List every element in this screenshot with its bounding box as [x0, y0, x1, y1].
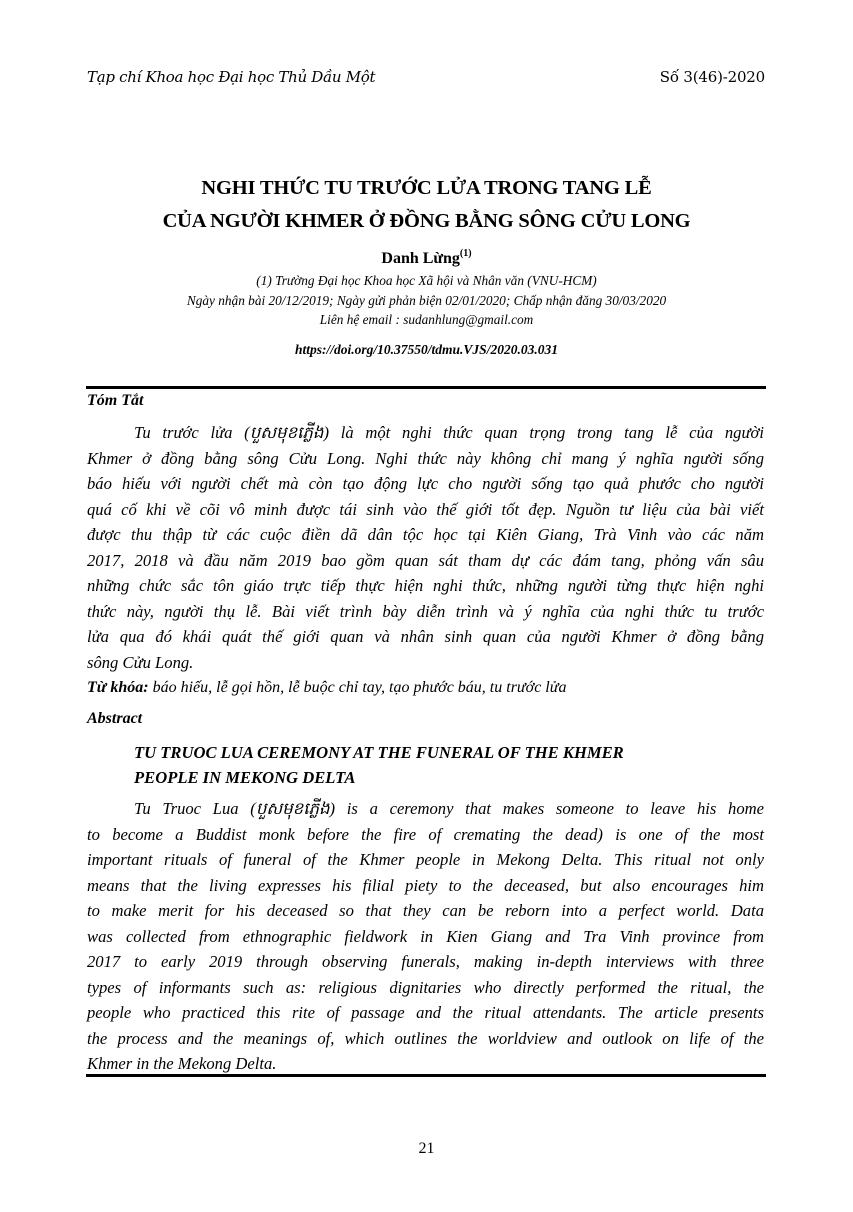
- author-affiliation-mark: (1): [459, 248, 472, 259]
- summary-line: Tu trước lửa (បួសមុខភ្លើង) là một nghi thức quan trọng trong tang lễ của người: [134, 423, 764, 442]
- bottom-divider: [86, 1074, 766, 1077]
- summary-line: những chức sắc tôn giáo trực tiếp thực hiện nghi thức, những người từng thực hiện nghi: [87, 576, 764, 595]
- page-number: 21: [418, 1140, 435, 1157]
- top-divider: [86, 386, 766, 389]
- english-title-line-1: TU TRUOC LUA CEREMONY AT THE FUNERAL OF THE KHMER: [134, 743, 624, 762]
- abstract-line: types of informants such as: religious dignitaries who directly performed the ritual, the: [87, 977, 764, 997]
- summary-heading: Tóm Tắt: [87, 392, 144, 409]
- abstract-line: to make merit for his deceased so that they can be reborn into a perfect world. Data: [87, 901, 764, 920]
- summary-line: thức này, người thụ lễ. Bài viết trình bày diễn trình và ý nghĩa của nghi thức tu trước: [87, 601, 764, 621]
- author-name: Danh Lừng: [381, 250, 460, 267]
- running-head-issue: Số 3(46)-2020: [659, 68, 765, 86]
- keywords-label: Từ khóa: [87, 679, 144, 696]
- keywords: [87, 679, 566, 697]
- summary-line: sông Cửu Long.: [87, 652, 194, 672]
- article-title-line-2: CỦA NGƯỜI KHMER Ở ĐỒNG BẰNG SÔNG CỬU LONG: [162, 210, 691, 232]
- summary-line: 2017, 2018 và đầu năm 2019 bao gồm quan sát tham dự các đám tang, phỏng vấn sâu: [87, 550, 764, 570]
- article-title: [0, 172, 853, 238]
- article-title-line-1: NGHI THỨC TU TRƯỚC LỬA TRONG TANG LỄ: [201, 177, 652, 199]
- keywords-separator: :: [143, 679, 153, 696]
- abstract-heading: Abstract: [87, 710, 143, 727]
- running-head-journal: Tạp chí Khoa học Đại học Thủ Dầu Một: [87, 68, 376, 86]
- affiliation: (1) Trường Đại học Khoa học Xã hội và Nhân văn (VNU-HCM): [256, 273, 597, 288]
- abstract-line: was collected from ethnographic fieldwork in Kien Giang and Tra Vinh province from: [87, 926, 764, 946]
- abstract-body: [87, 796, 764, 1077]
- summary-line: báo hiếu với người chết mà còn tạo động lực cho người sống tạo quả phước cho người: [87, 474, 764, 493]
- summary-line: quá cố khi về cõi vô minh được tái sinh vào thế giới tốt đẹp. Nguồn tư liệu của bài viết: [87, 499, 764, 519]
- summary-body: [87, 420, 764, 675]
- keywords-values: báo hiếu, lễ gọi hồn, lễ buộc chỉ tay, tạo phước báu, tu trước lửa: [152, 679, 567, 696]
- contact-email: Liên hệ email : sudanhlung@gmail.com: [319, 312, 534, 327]
- summary-line: Khmer ở đồng bằng sông Cửu Long. Nghi thức này không chỉ mang ý nghĩa người sống: [87, 448, 764, 468]
- abstract-line: means that the living expresses his filial piety to the deceased, but also encourages him: [87, 875, 764, 895]
- english-title: [134, 740, 624, 790]
- article-meta: [0, 271, 853, 330]
- abstract-line: the process and the meanings of, which outlines the worldview and outlook on life of the: [87, 1028, 764, 1048]
- summary-line: lửa qua đó khái quát thế giới quan và nhân sinh quan của người Khmer ở đồng bằng: [87, 627, 764, 646]
- doi-link[interactable]: https://doi.org/10.37550/tdmu.VJS/2020.03.031: [295, 342, 558, 357]
- abstract-line: people who practiced this rite of passage and the ritual attendants. The article presents: [87, 1003, 764, 1022]
- abstract-line: Khmer in the Mekong Delta.: [87, 1054, 277, 1073]
- abstract-line: important rituals of funeral of the Khmer people in Mekong Delta. This ritual not only: [87, 850, 764, 869]
- abstract-line: 2017 to early 2019 through observing funerals, making in-depth interviews with three: [87, 952, 764, 971]
- summary-line: được thu thập từ các cuộc điền dã dân tộc học tại Kiên Giang, Trà Vinh vào các năm: [87, 525, 764, 544]
- submission-dates: Ngày nhận bài 20/12/2019; Ngày gửi phản biện 02/01/2020; Chấp nhận đăng 30/03/2020: [186, 292, 667, 308]
- author: [0, 248, 853, 268]
- english-title-line-2: PEOPLE IN MEKONG DELTA: [134, 768, 356, 787]
- abstract-line: Tu Truoc Lua (បួសមុខភ្លើង) is a ceremony that makes someone to leave his home: [134, 799, 764, 818]
- abstract-line: to become a Buddist monk before the fire of cremating the dead) is one of the most: [87, 824, 764, 844]
